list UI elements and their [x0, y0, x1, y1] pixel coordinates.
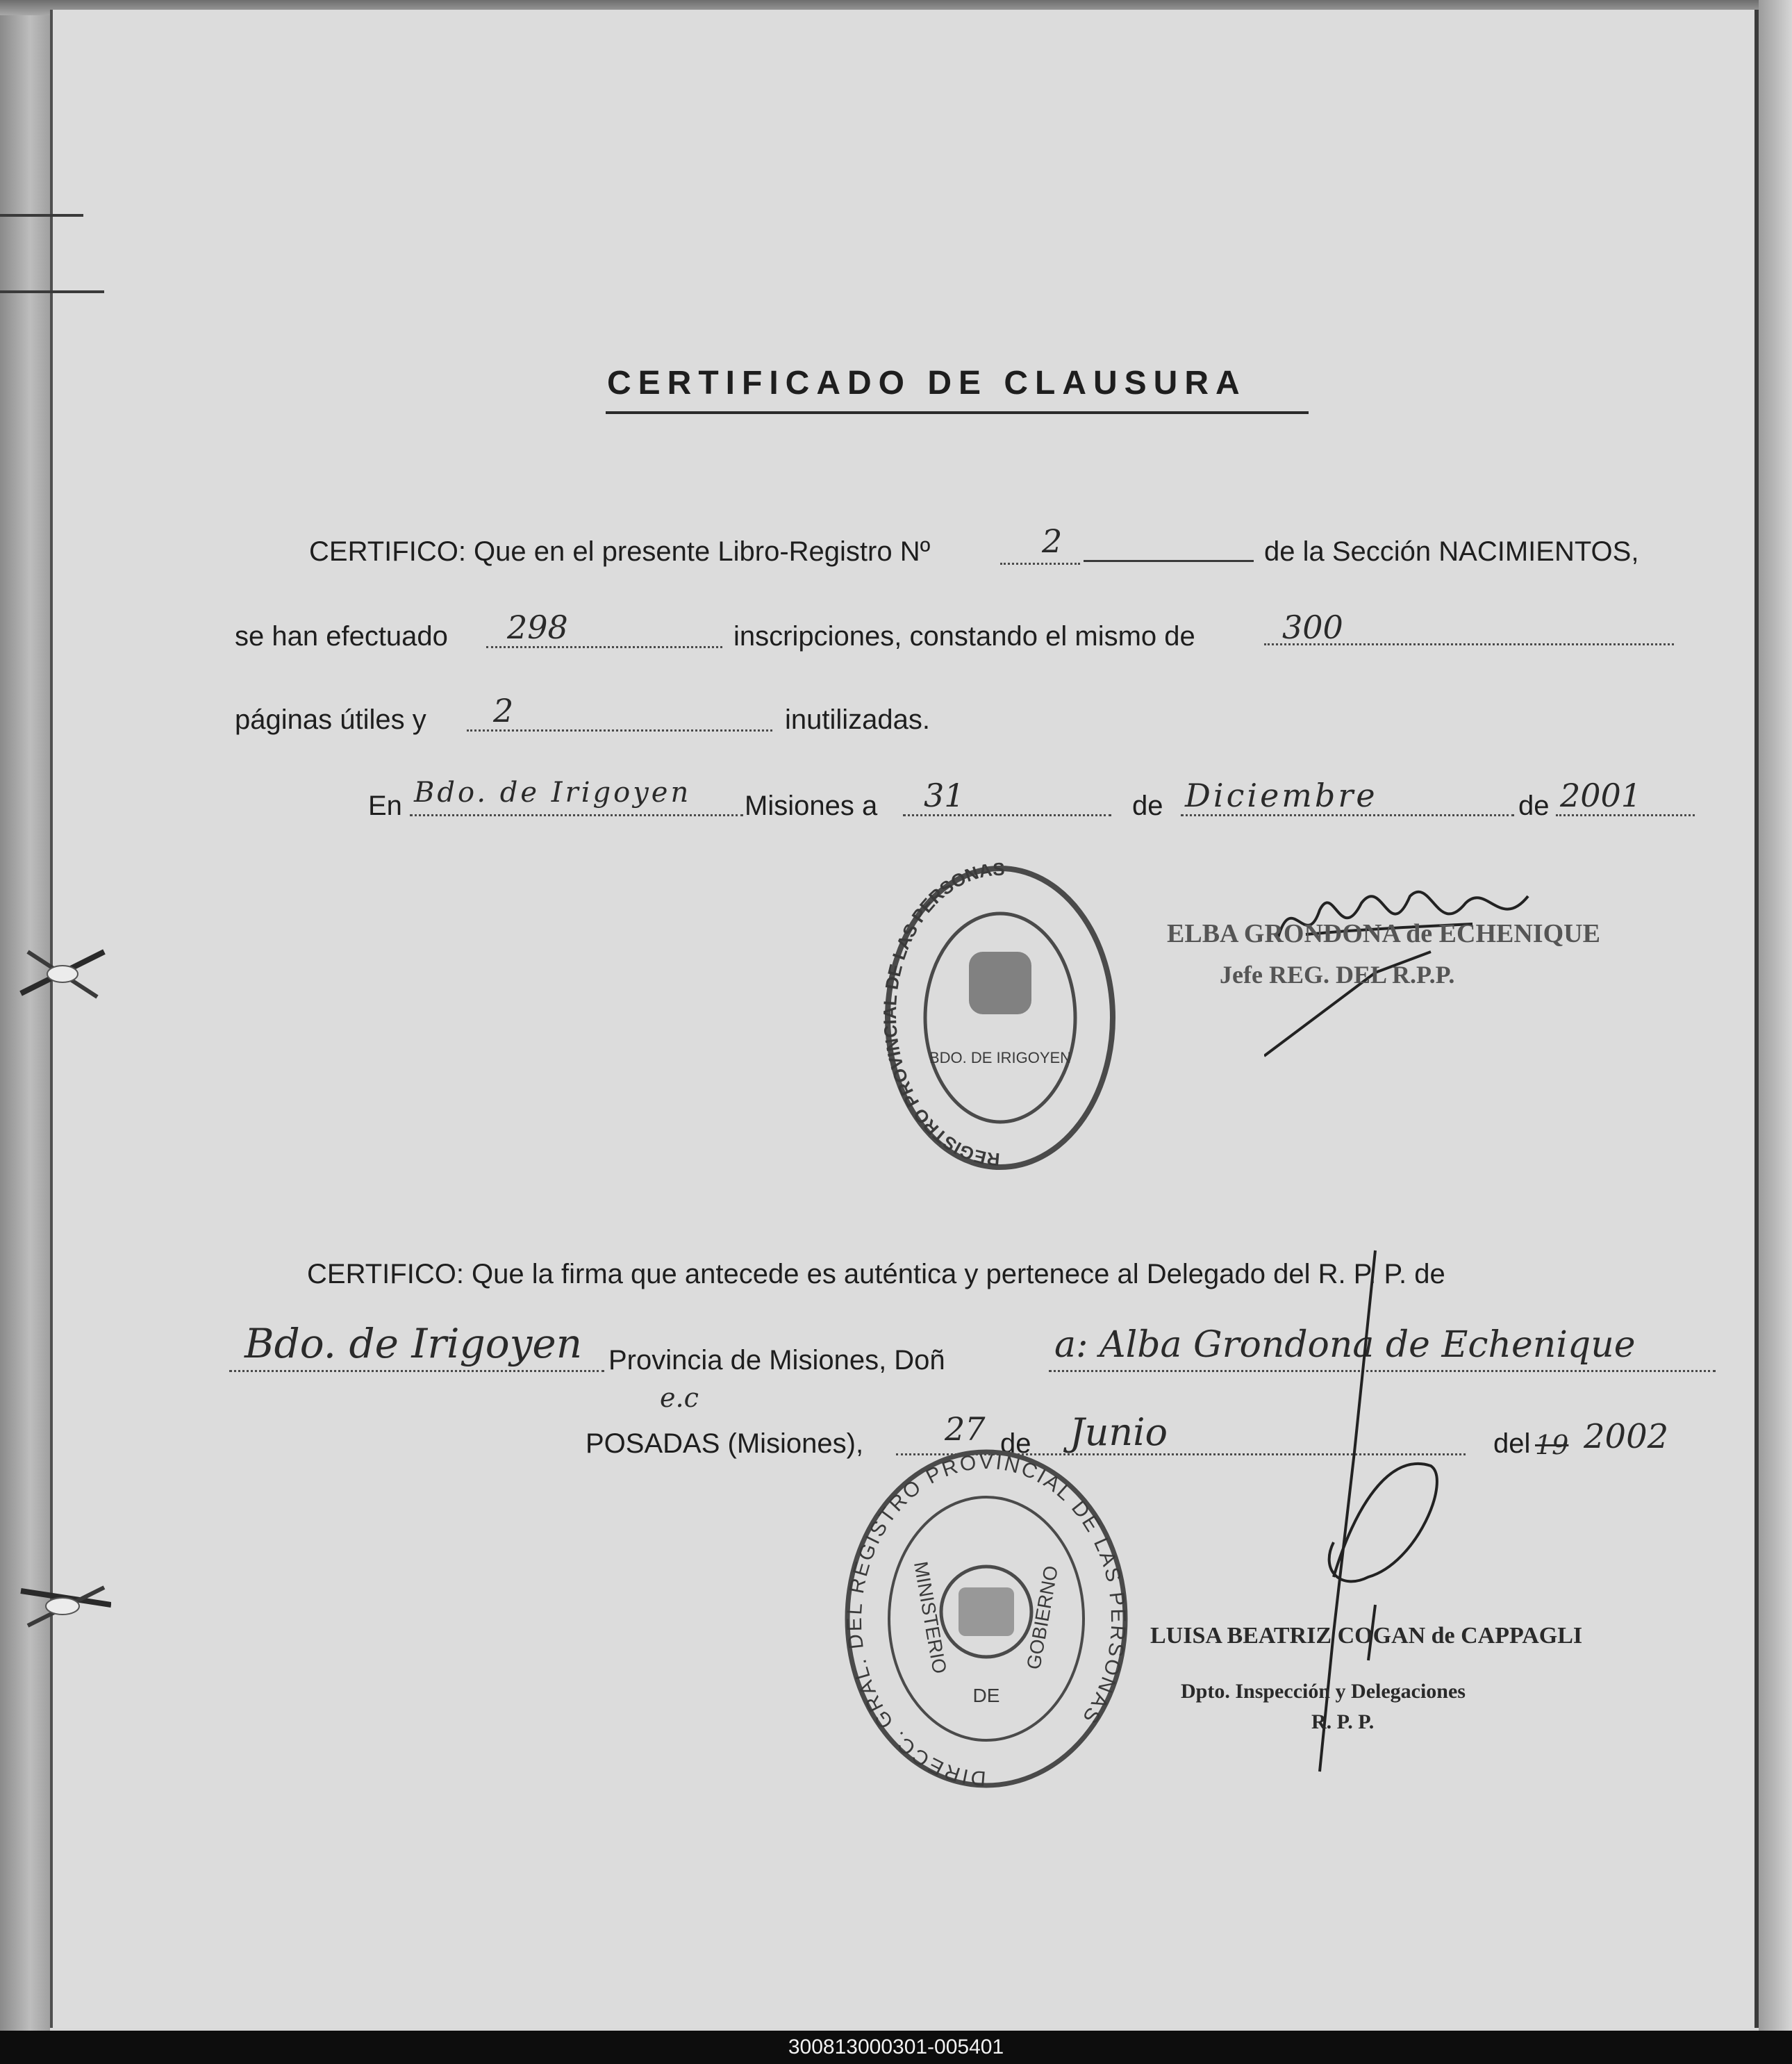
- stamp2-inner-bottom: DE: [972, 1685, 1000, 1706]
- para2-line1-text: CERTIFICO: Que la firma que antecede es auténtica y pertenece al Delegado del R. P. P. de: [307, 1259, 1445, 1289]
- anio-struck: 19: [1535, 1430, 1569, 1460]
- paginas-count: 300: [1282, 609, 1343, 646]
- binding-stitch-icon: [14, 1577, 111, 1646]
- fill-line: [1084, 560, 1254, 562]
- direccion-seal-stamp: [840, 1438, 1132, 1799]
- registry-seal-stamp: [875, 855, 1125, 1181]
- fill-line: [410, 814, 743, 816]
- document-title: CERTIFICADO DE CLAUSURA: [607, 365, 1247, 402]
- para2-del: del: [1493, 1428, 1531, 1459]
- stamp2-inner-right: GOBIERNO: [1022, 1564, 1063, 1671]
- signer2-abbr: R. P. P.: [1311, 1710, 1375, 1733]
- para1-line3-text: páginas útiles y: [235, 704, 426, 735]
- para1-line2-mid: inscripciones, constando el mismo de: [733, 621, 1195, 652]
- para1-line4-de: de: [1132, 791, 1163, 821]
- lugar2-handwritten: Bdo. de Irigoyen: [244, 1320, 583, 1367]
- inutilizadas-count: 2: [493, 692, 514, 729]
- stamp2-ring-text: DIRECC. GRAL. DEL REGISTRO PROVINCIAL DE LAS PERSONAS: [843, 1450, 1130, 1790]
- svg-text:REGISTRO PROVINCIAL DE LAS PER: [879, 859, 1005, 1170]
- signer2-name: LUISA BEATRIZ COGAN de CAPPAGLI: [1150, 1623, 1583, 1649]
- anio2-handwritten: 2002: [1584, 1417, 1669, 1456]
- dona-handwritten: a: Alba Grondona de Echenique: [1054, 1324, 1636, 1366]
- para1-line3-end: inutilizadas.: [785, 704, 931, 735]
- mes2-handwritten: Junio: [1070, 1410, 1168, 1454]
- ec-handwritten: e.c: [660, 1382, 699, 1413]
- fill-line: [1556, 814, 1695, 816]
- document-code: 300813000301-005401: [788, 2036, 1004, 2058]
- stamp1-ring-text: REGISTRO PROVINCIAL DE LAS PERSONAS: [879, 858, 1005, 1171]
- inscripciones-count: 298: [507, 609, 568, 646]
- binding-stitch-icon: [0, 201, 111, 313]
- fill-line: [467, 729, 772, 732]
- para2-de: de: [1000, 1428, 1031, 1459]
- para1-line1-text: CERTIFICO: Que en el presente Libro-Registro Nº: [309, 536, 931, 567]
- para1-line1-end: de la Sección NACIMIENTOS,: [1264, 536, 1639, 567]
- stamp1-inner-text: BDO. DE IRIGOYEN: [929, 1049, 1072, 1066]
- para2-line3-text: POSADAS (Misiones),: [586, 1428, 864, 1459]
- lugar-handwritten: Bdo. de Irigoyen: [414, 777, 692, 809]
- signer2-role: Dpto. Inspección y Delegaciones: [1181, 1680, 1466, 1703]
- dia2-handwritten: 27: [945, 1410, 986, 1448]
- signer1-role: Jefe REG. DEL R.P.P.: [1220, 961, 1455, 989]
- stamp2-inner-left: MINISTERIO: [909, 1560, 951, 1676]
- fill-line: [229, 1370, 604, 1372]
- page-edge: [1759, 0, 1792, 2031]
- fill-line: [1181, 814, 1514, 816]
- title-underline: [606, 411, 1309, 414]
- fill-line: [1000, 563, 1080, 565]
- signature-2: [1292, 1244, 1472, 1785]
- anio-handwritten: 2001: [1560, 777, 1642, 814]
- para1-line4-misiones: Misiones a: [745, 791, 878, 821]
- mes-handwritten: Diciembre: [1185, 777, 1378, 814]
- fill-line: [486, 646, 722, 648]
- para1-line2-text: se han efectuado: [235, 621, 448, 652]
- dia-handwritten: 31: [924, 777, 965, 814]
- fill-line: [903, 814, 1111, 816]
- libro-number: 2: [1042, 522, 1063, 560]
- signer1-name: ELBA GRONDONA de ECHENIQUE: [1167, 919, 1600, 948]
- para2-line2-mid: Provincia de Misiones, Doñ: [608, 1345, 945, 1376]
- para1-line4-en: En: [368, 791, 402, 821]
- para1-line4-de2: de: [1518, 791, 1550, 821]
- binding-stitch-icon: [14, 938, 111, 1007]
